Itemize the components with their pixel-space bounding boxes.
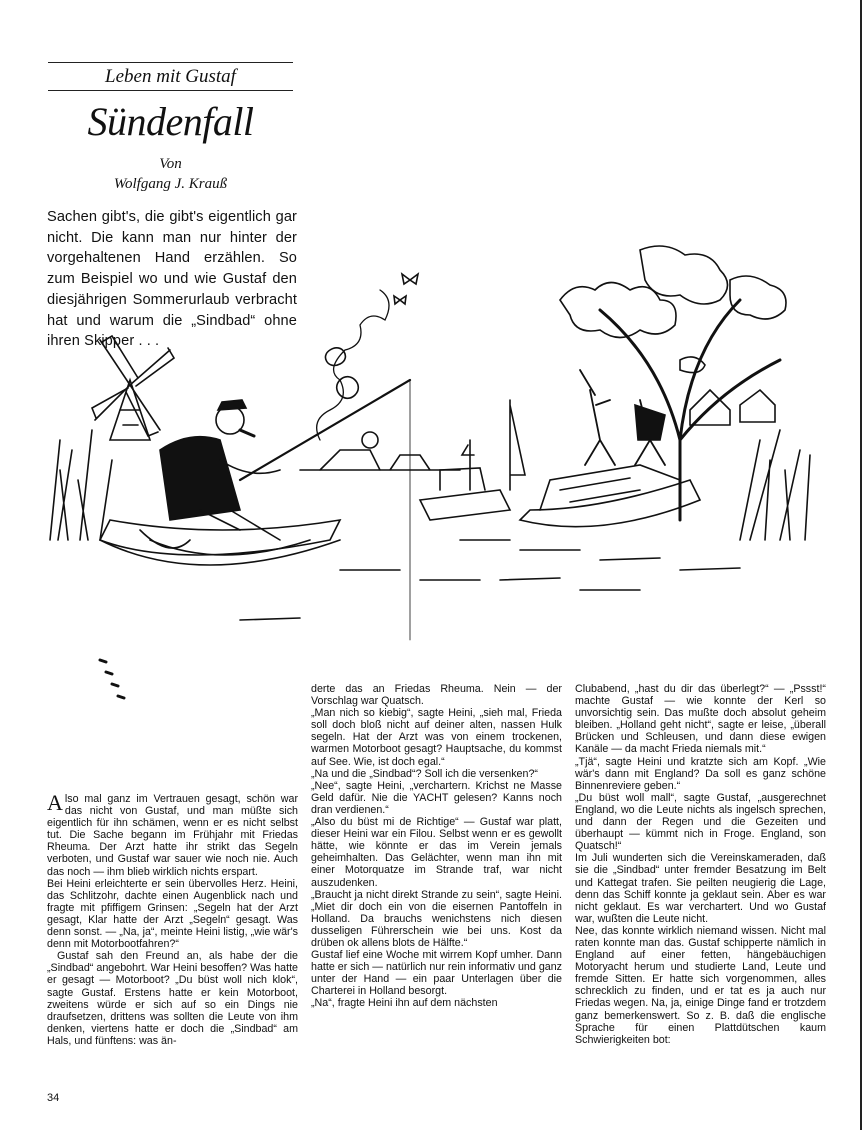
- body-column-2: [311, 683, 562, 1010]
- body-column-3: [575, 683, 826, 1046]
- paragraph: „Na und die „Sindbad“? Soll ich die versenken?“: [311, 767, 538, 780]
- windmill: [92, 336, 174, 440]
- article-title: Sündenfall: [87, 99, 254, 144]
- paragraph: Gustaf lief eine Woche mit wirrem Kopf umher. Dann hatte er sich — natürlich nur rein informativ und ganz unter der Hand — ein paar Unterlagen über die Charterei in Holland besorgt.: [311, 949, 562, 998]
- motor-yacht-right: [520, 370, 700, 527]
- paragraph: Bei Heini erleichterte er sein übervolles Herz. Heini, das Schlitzohr, dachte einen Augenblick nach und fragte mit pfiffigem Grinsen: „Segeln hat der Arzt gesagt, Klar hatte der Arzt „Segeln“ gesagt. Was denn sonst. — „Na, ja“, meinte Heini listig, „wie wär's denn mit Motorbootfahren?“: [47, 877, 298, 951]
- section-kicker: Leben mit Gustaf: [105, 66, 236, 87]
- byline-prefix: Von: [159, 156, 182, 172]
- paragraph: Gustaf sah den Freund an, als habe der die „Sindbad“ angebohrt. War Heini besoffen? Was hatte er gesagt — Motorboot? „Du büst woll nich klok“, sagte Gustaf. Erstens hatte er kein Motorboot, zweitens würde er sich auf so ein Dings nie draufsetzen, drittens was sollten die Leute von ihm denken, viertens hatte er doch die „Sindbad“ am Hals, und fünftens: was än-: [47, 950, 298, 1047]
- paragraph: „Braucht ja nicht direkt Strande zu sein“, sagte Heini. „Miet dir doch ein von die eisernen Pantoffeln in Holland. Da brauchs wenichstens nich diesen dusseligen Führerschein wie bei uns. Kost da drüben ok allens blots de Hälfte.“: [311, 888, 562, 949]
- body-column-1: [47, 790, 298, 1047]
- rowboat: [100, 520, 340, 565]
- page-edge-line: [860, 0, 862, 1130]
- byline-author: Wolfgang J. Krauß: [113, 176, 228, 192]
- illustration-drawing: [40, 240, 820, 700]
- paragraph: „Na“, fragte Heini ihn auf dem nächsten: [311, 997, 498, 1010]
- fisherman: [160, 400, 280, 540]
- paragraph: „Man nich so kiebig“, sagte Heini, „sieh mal, Frieda soll doch bloß nicht auf deiner alten, nassen Hulk segeln. Hat der Arzt was von einem trockenen, warmen Motorboot gesagt? Hauptsache, du kommst auf See. Wie, ist doch egal.“: [311, 707, 562, 768]
- kicker-bottom-rule: [48, 90, 293, 91]
- motor-yacht-middle: [420, 400, 525, 520]
- page-number: 34: [47, 1092, 60, 1104]
- paragraph: derte das an Friedas Rheuma. Nein — der Vorschlag war Quatsch.: [311, 683, 562, 708]
- paragraph: Clubabend, „hast du dir das überlegt?“ — „Pssst!“ machte Gustaf — wie konnte der Kerl so unvorsichtig sein. Das mußte doch absolut geheim bleiben. „Holland geht nicht“, sagte er leise, „überall Brücken und Schleusen, und dann diese ewigen Kanäle — da macht Frieda niemals mit.“: [575, 683, 826, 756]
- paragraph: Nee, das konnte wirklich niemand wissen. Nicht mal raten konnte man das. Gustaf schipperte nämlich in England auf einer fetten, hängebäuchigen Motoryacht herum und studierte Land, Leute und fremde Sitten. Er hatte sich vorgenommen, alles schrecklich zu finden, und er tat es ja auch nur Friedas wegen. Na, ja, einige Dinge fand er trotzdem ganz bemerkenswert. So z. B. daß die englische Sprache für einen Plattdütschen kaum Schwierigkeiten bot:: [575, 924, 826, 1046]
- paragraph: Im Juli wunderten sich die Vereinskameraden, daß sie die „Sindbad“ unter fremder Besatzung im Belt und Kattegat trafen. Sie peilten neugierig die Lage, denn das Schiff konnte ja geklaut sein. Aber es war nicht geklaut. Es war verchartert. Und wo Gustaf war, wußten die Leute nicht.: [575, 852, 826, 925]
- paragraph: lso mal ganz im Vertrauen gesagt, schön war das nicht von Gustaf, und man müßte sich eigentlich für ihn schämen, wenn er es nicht selbst tut. Die Sache begann im Frühjahr mit Friedas Rheuma. Der Arzt hatte ihr strikt das Segeln verboten, und Gustaf war sauer wie noch nie. Auch das noch — ihm blieb wirklich nichts erspart.: [47, 793, 298, 878]
- paragraph: „Also du büst mi de Richtige“ — Gustaf war platt, dieser Heini war ein Filou. Selbst wenn er es gewollt hätte, wie könnte er das im Verein jemals geheimhalten. Das Gelächter, wenn man ihn mit einer Motorquatze im Strande traf, war nicht auszudenken.: [311, 816, 562, 889]
- kicker-top-rule: [48, 62, 293, 63]
- paragraph: „Tjä“, sagte Heini und kratzte sich am Kopf. „Wie wär's dann mit England? Da soll es ganz schöne Binnenreviere geben.“: [575, 755, 826, 792]
- paragraph: „Du büst woll mall“, sagte Gustaf, „ausgerechnet England, wo die Leute nichts als ingelsch sprechen, und dann der Regen und die Gezeiten und überhaupt — kümmt nich in Froge. England, son Quatsch!“: [575, 791, 826, 853]
- drop-cap: A: [47, 790, 63, 815]
- intro-paragraph: Sachen gibt's, die gibt's eigentlich gar nicht. Die kann man nur hinter der vorgehaltenen Hand erzählen. So zum Beispiel wo und wie Gustaf den diesjährigen Sommerurlaub verbracht hat und warum die „Sindbad“ ohne ihren Skipper . . .: [47, 209, 297, 350]
- paragraph: „Nee“, sagte Heini, „verchartern. Krichst ne Masse Geld dafür. Nie die YACHT gelesen? Kanns noch dran verdienen.“: [311, 779, 562, 816]
